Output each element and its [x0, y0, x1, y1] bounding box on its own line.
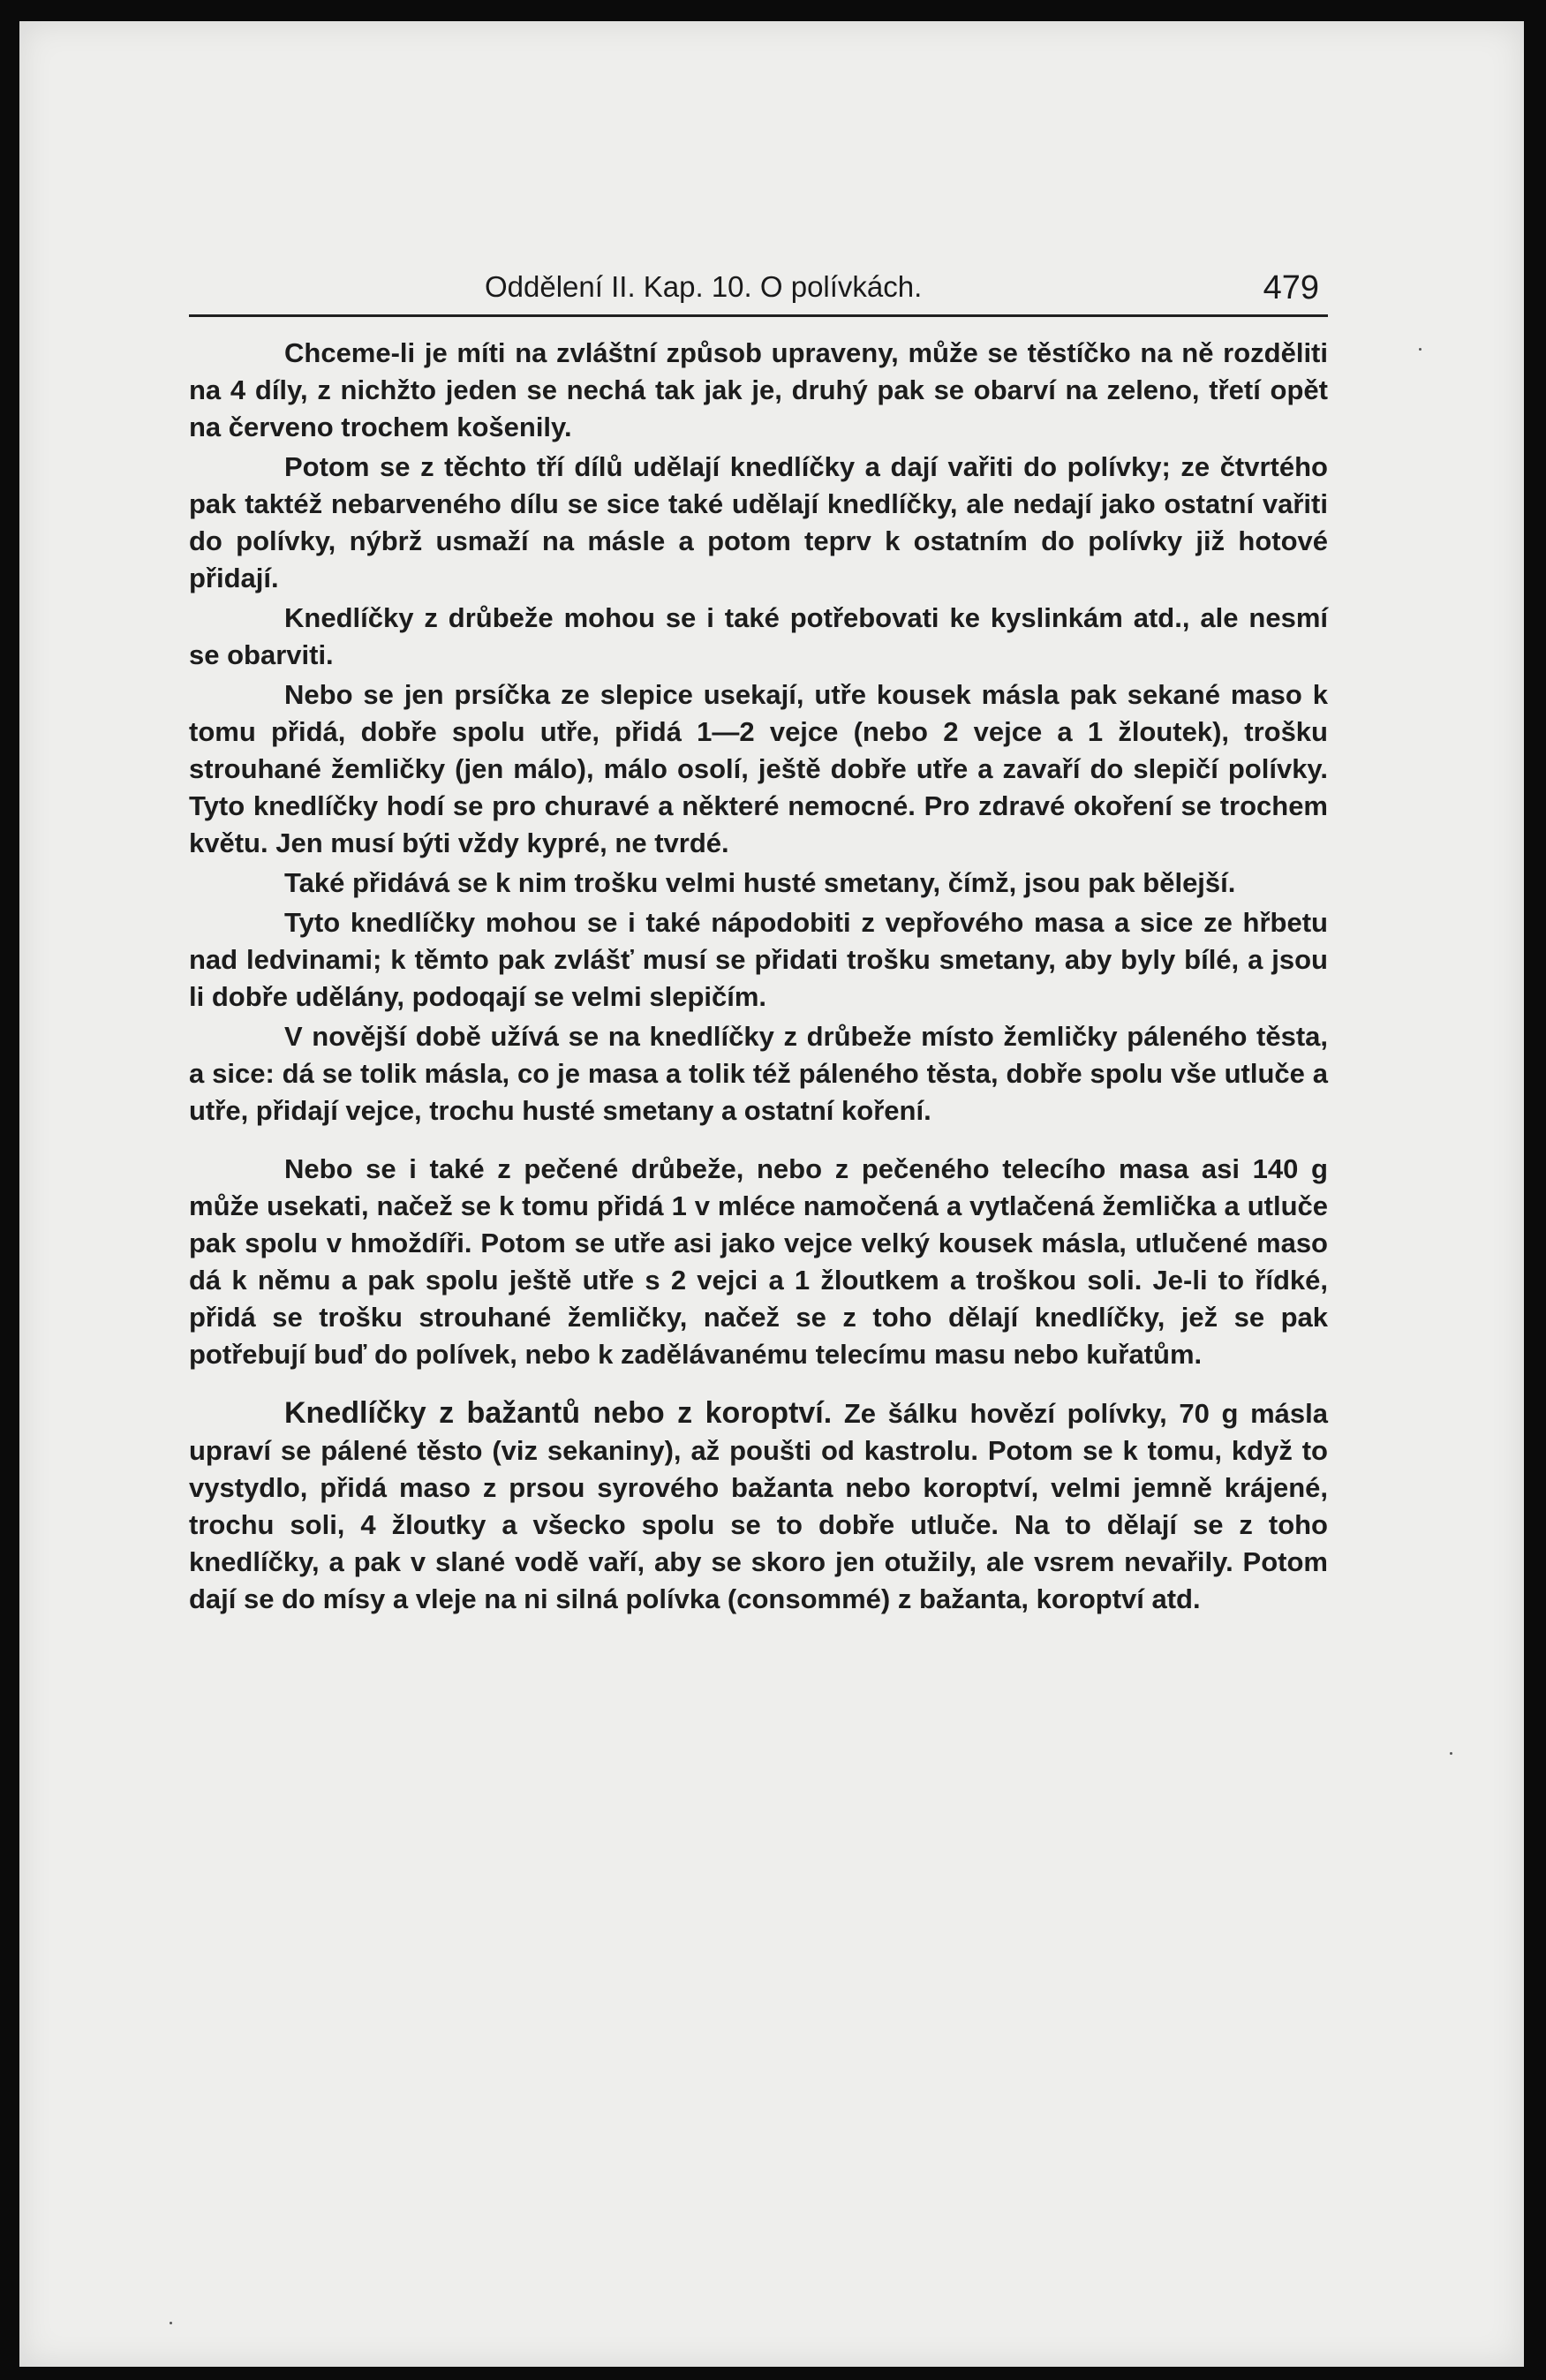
paragraph: Potom se z těchto tří dílů udělají knedlíčky a dají vařiti do polívky; ze čtvrtého pak taktéž nebarveného dílu se sice také udělají knedlíčky, ale nedají jako ostatní vařiti do polívky, nýbrž usmaží na másle a potom teprv k ostatním do polívky již hotové přidají.: [189, 451, 1328, 593]
scan-speck: [170, 2322, 172, 2324]
scan-speck: [1450, 1752, 1452, 1755]
page-number: 479: [1263, 269, 1319, 306]
paragraph: Také přidává se k nim trošku velmi husté smetany, čímž, jsou pak bělejší.: [284, 867, 1236, 898]
paragraph: Chceme-li je míti na zvláštní způsob upraveny, může se těstíčko na ně rozděliti na 4 díly, z nichžto jeden se nechá tak jak je, druhý pak se obarví na zeleno, třetí opět na červeno trochem košenily.: [189, 337, 1328, 442]
recipe-text: Ze šálku hovězí polívky, 70 g másla upraví se pálené těsto (viz sekaniny), až poušti od kastrolu. Potom se k tomu, když to vystydlo, přidá maso z prsou syrového bažanta nebo koroptví, velmi jemně krájené, trochu soli, 4 žloutky a všecko spolu se to dobře utluče. Na to dělají se z toho knedlíčky, a pak v slané vodě vaří, aby se skoro jen otužily, ale vsrem nevařily. Potom dají se do mísy a vleje na ni silná polívka (consommé) z bažanta, koroptví atd.: [189, 1398, 1328, 1614]
paragraph: Knedlíčky z drůbeže mohou se i také potřebovati ke kyslinkám atd., ale nesmí se obarviti.: [189, 602, 1328, 670]
scan-speck: [1419, 348, 1422, 351]
recipe-paragraph: [189, 1394, 1328, 1618]
paragraph: Tyto knedlíčky mohou se i také nápodobiti z vepřového masa a sice ze hřbetu nad ledvinami; k těmto pak zvlášť musí se přidati trošku smetany, aby byly bílé, a jsou li dobře udělány, podoqají se velmi slepičím.: [189, 907, 1328, 1012]
paragraph: Nebo se jen prsíčka ze slepice usekají, utře kousek másla pak sekané maso k tomu přidá, dobře spolu utře, přidá 1—2 vejce (nebo 2 vejce a 1 žloutek), trošku strouhané žemličky (jen málo), málo osolí, ještě dobře utře a zavaří do slepičí polívky. Tyto knedlíčky hodí se pro churavé a některé nemocné. Pro zdravé okoření se trochem květu. Jen musí býti vždy kypré, ne tvrdé.: [189, 679, 1328, 858]
page-body: [189, 335, 1328, 1621]
paragraph: Nebo se i také z pečené drůbeže, nebo z pečeného telecího masa asi 140 g může usekati, načež se k tomu přidá 1 v mléce namočená a vytlačená žemlička a utluče pak spolu v hmoždíři. Potom se utře asi jako vejce velký kousek másla, utlučené maso dá k němu a pak spolu ještě utře s 2 vejci a 1 žloutkem a troškou soli. Je-li to řídké, přidá se trošku strouhané žemličky, načež se z toho dělají knedlíčky, jež se pak potřebují buď do polívek, nebo k zadělávanému telecímu masu nebo kuřatům.: [189, 1153, 1328, 1370]
header-title: Oddělení II. Kap. 10. O polívkách.: [485, 270, 923, 303]
running-header: [189, 217, 1328, 317]
recipe-heading: Knedlíčky z bažantů nebo z koroptví.: [284, 1396, 833, 1430]
paragraph: V novější době užívá se na knedlíčky z drůbeže místo žemličky páleného těsta, a sice: dá se tolik másla, co je masa a tolik též páleného těsta, dobře spolu vše utluče a utře, přidají vejce, trochu husté smetany a ostatní koření.: [189, 1021, 1328, 1126]
book-page: [19, 21, 1524, 2367]
